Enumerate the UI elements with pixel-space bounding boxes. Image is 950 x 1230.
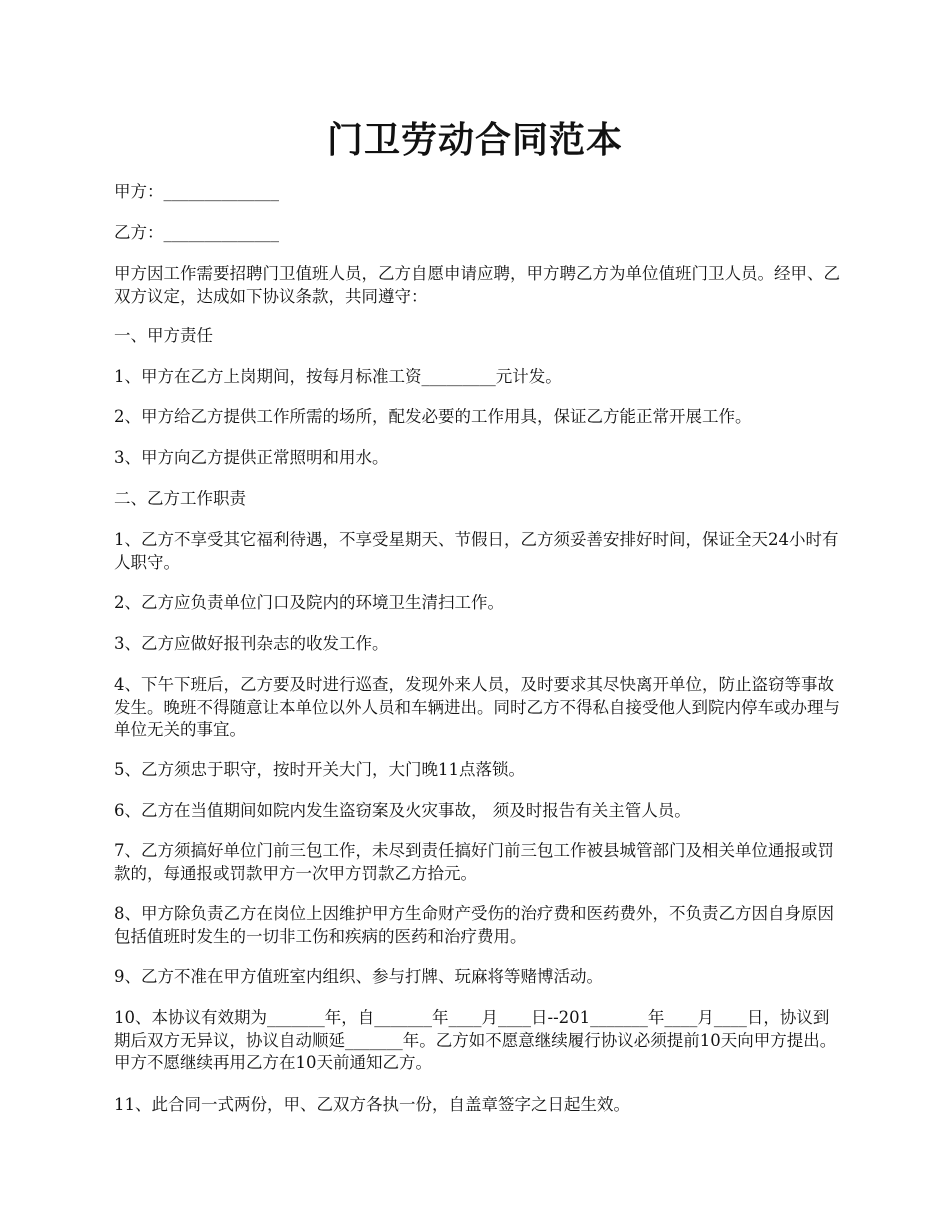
party-a-clause-1: 1、甲方在乙方上岗期间，按每月标准工资_________元计发。 — [114, 367, 562, 386]
party-b-clause-2: 2、乙方应负责单位门口及院内的环境卫生清扫工作。 — [114, 593, 504, 612]
party-b-clause-9: 9、乙方不准在甲方值班室内组织、参与打牌、玩麻将等赌博活动。 — [114, 967, 603, 986]
party-a-clause-2: 2、甲方给乙方提供工作所需的场所，配发必要的工作用具，保证乙方能正常开展工作。 — [114, 407, 752, 426]
party-a-line: 甲方：______________ — [114, 182, 279, 201]
section-heading-party-b: 二、乙方工作职责 — [114, 489, 246, 508]
party-b-clause-4: 4、下午下班后，乙方要及时进行巡查，发现外来人员，及时要求其尽快离开单位，防止盗窃等事故发生。晚班不得随意让本单位以外人员和车辆进出。同时乙方不得私自接受他人到院内停车或办理与单位无关的事宜。 — [114, 675, 840, 739]
party-b-clause-10: 10、本协议有效期为_______年，自_______年____月____日--201_______年____月____日，协议到期后双方无异议，协议自动顺延_______年。乙方如不愿意继续履行协议必须提前10天向甲方提出。甲方不愿继续再用乙方在10天前通知乙方。 — [114, 1008, 837, 1072]
party-b-clause-7: 7、乙方须搞好单位门前三包工作，未尽到责任搞好门前三包工作被县城管部门及相关单位通报或罚款的，每通报或罚款甲方一次甲方罚款乙方拾元。 — [114, 841, 834, 883]
party-b-clause-3: 3、乙方应做好报刊杂志的收发工作。 — [114, 634, 389, 653]
party-b-clause-1: 1、乙方不享受其它福利待遇，不享受星期天、节假日，乙方须妥善安排好时间，保证全天24小时有人职守。 — [114, 530, 839, 572]
party-b-clause-6: 6、乙方在当值期间如院内发生盗窃案及火灾事故， 须及时报告有关主管人员。 — [114, 801, 691, 820]
party-b-clause-11: 11、此合同一式两份，甲、乙双方各执一份，自盖章签字之日起生效。 — [114, 1095, 630, 1114]
party-b-line: 乙方：______________ — [114, 223, 279, 242]
party-a-clause-3: 3、甲方向乙方提供正常照明和用水。 — [114, 448, 389, 467]
party-b-clause-5: 5、乙方须忠于职守，按时开关大门，大门晚11点落锁。 — [114, 760, 525, 779]
section-heading-party-a: 一、甲方责任 — [114, 326, 213, 345]
intro-paragraph: 甲方因工作需要招聘门卫值班人员，乙方自愿申请应聘，甲方聘乙方为单位值班门卫人员。经甲、乙双方议定，达成如下协议条款，共同遵守： — [114, 264, 840, 306]
party-b-clause-8: 8、甲方除负责乙方在岗位上因维护甲方生命财产受伤的治疗费和医药费外，不负责乙方因自身原因包括值班时发生的一切非工伤和疾病的医药和治疗费用。 — [114, 904, 834, 946]
document-title: 门卫劳动合同范本 — [326, 119, 623, 161]
